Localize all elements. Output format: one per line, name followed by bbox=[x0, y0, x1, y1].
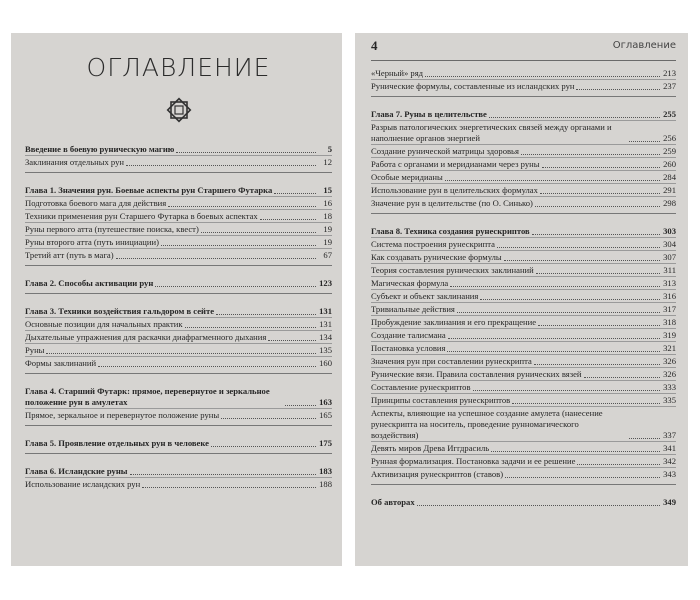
entry-page-number: 134 bbox=[319, 331, 332, 342]
entry-title: Руны bbox=[25, 344, 45, 355]
entry-title: Тривиальные действия bbox=[371, 303, 455, 314]
dot-leader bbox=[521, 154, 660, 155]
dot-leader bbox=[450, 286, 660, 287]
entry-title: Разрыв патологических энергетических связей между органами и наполнение органов энергией bbox=[371, 121, 612, 143]
dot-leader bbox=[448, 338, 660, 339]
entry-page-number: 316 bbox=[663, 290, 676, 301]
entry-title: Магическая формула bbox=[371, 277, 449, 288]
dot-leader bbox=[534, 364, 660, 365]
toc-entry bbox=[371, 303, 676, 316]
dot-leader bbox=[285, 405, 316, 406]
entry-page-number: 319 bbox=[663, 329, 676, 340]
toc-entry bbox=[371, 277, 676, 290]
toc-entry bbox=[371, 342, 676, 355]
entry-page-number: 175 bbox=[319, 437, 332, 448]
toc-chapter-entry bbox=[25, 143, 332, 156]
entry-page-number: 131 bbox=[319, 318, 332, 329]
entry-page-number: 213 bbox=[663, 67, 676, 78]
entry-page-number: 313 bbox=[663, 277, 676, 288]
dot-leader bbox=[457, 312, 660, 313]
dot-leader bbox=[168, 206, 316, 207]
toc-section bbox=[25, 385, 332, 426]
dot-leader bbox=[535, 206, 660, 207]
entry-title: Составление рунескриптов bbox=[371, 381, 471, 392]
dot-leader bbox=[260, 219, 316, 220]
entry-page-number: 298 bbox=[663, 197, 676, 208]
entry-title: Рунная формализация. Постановка задачи и ее решение bbox=[371, 455, 576, 466]
toc-list-right bbox=[371, 67, 676, 512]
entry-page-number: 342 bbox=[663, 455, 676, 466]
toc-entry bbox=[371, 455, 676, 468]
entry-title: Система построения рунескрипта bbox=[371, 238, 495, 249]
entry-title: Значение рун в целительстве (по О. Синько) bbox=[371, 197, 533, 208]
entry-title: Заклинания отдельных рун bbox=[25, 156, 125, 167]
dot-leader bbox=[629, 438, 660, 439]
entry-page-number: 318 bbox=[663, 316, 676, 327]
toc-list-left bbox=[25, 143, 332, 494]
dot-leader bbox=[497, 247, 660, 248]
entry-page-number: 303 bbox=[663, 225, 676, 236]
entry-title: Использование исландских рун bbox=[25, 478, 141, 489]
entry-title: Руны первого атта (путешествие поиска, квест) bbox=[25, 223, 199, 234]
entry-title: Подготовка боевого мага для действия bbox=[25, 197, 167, 208]
toc-section bbox=[25, 184, 332, 266]
toc-section bbox=[25, 465, 332, 494]
dot-leader bbox=[512, 403, 660, 404]
page-title: ОГЛАВЛЕНИЕ bbox=[86, 53, 271, 82]
entry-page-number: 291 bbox=[663, 184, 676, 195]
dot-leader bbox=[540, 193, 660, 194]
toc-entry bbox=[371, 394, 676, 407]
toc-chapter-entry bbox=[25, 385, 332, 409]
toc-entry bbox=[25, 236, 332, 249]
entry-page-number: 19 bbox=[323, 236, 332, 247]
dot-leader bbox=[542, 167, 661, 168]
dot-leader bbox=[473, 390, 660, 391]
knot-ornament-icon bbox=[164, 95, 194, 125]
dot-leader bbox=[417, 505, 660, 506]
toc-entry bbox=[371, 184, 676, 197]
entry-page-number: 259 bbox=[663, 145, 676, 156]
dot-leader bbox=[161, 245, 316, 246]
entry-page-number: 333 bbox=[663, 381, 676, 392]
toc-entry bbox=[25, 249, 332, 261]
entry-title: Глава 3. Техники воздействия гальдором в сейте bbox=[25, 305, 215, 316]
entry-title: Пробуждение заклинания и его прекращение bbox=[371, 316, 537, 327]
entry-title: Рунические формулы, составленные из исландских рун bbox=[371, 80, 575, 91]
entry-title: Девять миров Древа Иггдрасиль bbox=[371, 442, 490, 453]
toc-entry bbox=[25, 210, 332, 223]
entry-title: Глава 4. Старший Футарк: прямое, перевернутое и зеркальное положение рун в амулетах bbox=[25, 385, 270, 407]
entry-page-number: 255 bbox=[663, 108, 676, 119]
toc-chapter-entry bbox=[25, 437, 332, 449]
dot-leader bbox=[126, 165, 316, 166]
entry-page-number: 307 bbox=[663, 251, 676, 262]
dot-leader bbox=[489, 117, 660, 118]
entry-page-number: 343 bbox=[663, 468, 676, 479]
entry-title: Постановка условия bbox=[371, 342, 446, 353]
dot-leader bbox=[491, 451, 660, 452]
entry-title: Глава 7. Руны в целительстве bbox=[371, 108, 487, 119]
dot-leader bbox=[142, 487, 316, 488]
toc-entry bbox=[25, 223, 332, 236]
entry-title: Аспекты, влияющие на успешное создание амулета (нанесение рунескрипта на носитель, проведение рунномагического воздействия) bbox=[371, 407, 603, 440]
toc-entry bbox=[371, 67, 676, 80]
dot-leader bbox=[447, 351, 660, 352]
entry-page-number: 349 bbox=[663, 496, 676, 507]
toc-entry bbox=[371, 468, 676, 480]
entry-page-number: 335 bbox=[663, 394, 676, 405]
entry-page-number: 12 bbox=[323, 156, 332, 167]
entry-page-number: 304 bbox=[663, 238, 676, 249]
entry-title: Особые меридианы bbox=[371, 171, 443, 182]
toc-entry bbox=[371, 158, 676, 171]
entry-title: Субъект и объект заклинания bbox=[371, 290, 479, 301]
entry-page-number: 135 bbox=[319, 344, 332, 355]
dot-leader bbox=[584, 377, 660, 378]
dot-leader bbox=[116, 258, 316, 259]
toc-entry bbox=[25, 156, 332, 168]
dot-leader bbox=[445, 180, 660, 181]
entry-page-number: 15 bbox=[323, 184, 332, 195]
toc-section bbox=[25, 305, 332, 374]
entry-title: Теория составления рунических заклинаний bbox=[371, 264, 534, 275]
toc-entry bbox=[371, 381, 676, 394]
entry-page-number: 183 bbox=[319, 465, 332, 476]
toc-entry bbox=[371, 251, 676, 264]
toc-entry bbox=[25, 357, 332, 369]
toc-section bbox=[371, 225, 676, 485]
running-head bbox=[371, 38, 676, 61]
toc-entry bbox=[371, 407, 676, 442]
dot-leader bbox=[577, 464, 660, 465]
dot-leader bbox=[211, 446, 316, 447]
entry-page-number: 341 bbox=[663, 442, 676, 453]
page-number: 4 bbox=[371, 38, 378, 53]
toc-entry bbox=[371, 145, 676, 158]
entry-page-number: 256 bbox=[663, 132, 676, 143]
entry-page-number: 237 bbox=[663, 80, 676, 91]
entry-title: Создание талисмана bbox=[371, 329, 446, 340]
toc-entry bbox=[25, 318, 332, 331]
entry-title: Прямое, зеркальное и перевернутое положение руны bbox=[25, 409, 220, 420]
toc-section bbox=[371, 67, 676, 97]
toc-entry bbox=[371, 442, 676, 455]
entry-page-number: 131 bbox=[319, 305, 332, 316]
entry-page-number: 311 bbox=[663, 264, 676, 275]
entry-page-number: 326 bbox=[663, 368, 676, 379]
toc-entry bbox=[371, 329, 676, 342]
entry-title: Принципы составления рунескриптов bbox=[371, 394, 511, 405]
entry-page-number: 16 bbox=[323, 197, 332, 208]
toc-chapter-entry bbox=[371, 225, 676, 238]
dot-leader bbox=[504, 260, 660, 261]
dot-leader bbox=[480, 299, 660, 300]
entry-page-number: 163 bbox=[319, 396, 332, 407]
entry-page-number: 284 bbox=[663, 171, 676, 182]
entry-page-number: 188 bbox=[319, 478, 332, 489]
dot-leader bbox=[629, 141, 660, 142]
dot-leader bbox=[536, 273, 660, 274]
dot-leader bbox=[505, 477, 660, 478]
entry-title: Об авторах bbox=[371, 496, 415, 507]
toc-chapter-entry bbox=[25, 277, 332, 289]
entry-title: Дыхательные упражнения для раскачки диафрагменного дыхания bbox=[25, 331, 267, 342]
entry-page-number: 260 bbox=[663, 158, 676, 169]
dot-leader bbox=[538, 325, 660, 326]
dot-leader bbox=[155, 286, 316, 287]
entry-title: Активизация рунескриптов (ставов) bbox=[371, 468, 504, 479]
dot-leader bbox=[576, 89, 660, 90]
entry-title: Глава 1. Значения рун. Боевые аспекты рун Старшего Футарка bbox=[25, 184, 273, 195]
right-page bbox=[355, 33, 688, 566]
toc-entry bbox=[25, 331, 332, 344]
entry-page-number: 5 bbox=[327, 143, 332, 154]
entry-title: Введение в боевую руническую магию bbox=[25, 143, 175, 154]
entry-title: Рунические вязи. Правила составления рунических вязей bbox=[371, 368, 582, 379]
toc-section bbox=[25, 143, 332, 173]
dot-leader bbox=[268, 340, 316, 341]
dot-leader bbox=[274, 193, 316, 194]
toc-entry bbox=[371, 355, 676, 368]
entry-title: Работа с органами и меридианами через руны bbox=[371, 158, 540, 169]
toc-entry bbox=[371, 197, 676, 209]
dot-leader bbox=[425, 76, 660, 77]
toc-section bbox=[25, 437, 332, 454]
toc-entry bbox=[371, 121, 676, 145]
toc-entry bbox=[25, 478, 332, 490]
entry-page-number: 67 bbox=[323, 249, 332, 260]
entry-title: «Черный» ряд bbox=[371, 67, 424, 78]
entry-page-number: 326 bbox=[663, 355, 676, 366]
toc-entry bbox=[371, 290, 676, 303]
toc-entry bbox=[371, 238, 676, 251]
entry-title: Глава 2. Способы активации рун bbox=[25, 277, 154, 288]
dot-leader bbox=[221, 418, 316, 419]
running-head-title: Оглавление bbox=[612, 40, 676, 51]
entry-title: Глава 5. Проявление отдельных рун в человеке bbox=[25, 437, 209, 448]
dot-leader bbox=[98, 366, 316, 367]
toc-section bbox=[25, 277, 332, 294]
dot-leader bbox=[46, 353, 316, 354]
toc-chapter-entry bbox=[25, 184, 332, 197]
entry-page-number: 321 bbox=[663, 342, 676, 353]
entry-page-number: 317 bbox=[663, 303, 676, 314]
toc-entry bbox=[371, 264, 676, 277]
toc-entry bbox=[25, 409, 332, 421]
toc-chapter-entry bbox=[371, 108, 676, 121]
toc-entry bbox=[25, 197, 332, 210]
toc-entry bbox=[371, 316, 676, 329]
entry-page-number: 19 bbox=[323, 223, 332, 234]
entry-title: Как создавать рунические формулы bbox=[371, 251, 502, 262]
toc-section bbox=[371, 496, 676, 512]
entry-title: Значения рун при составлении рунескрипта bbox=[371, 355, 532, 366]
dot-leader bbox=[185, 327, 316, 328]
toc-chapter-entry bbox=[25, 465, 332, 478]
entry-page-number: 165 bbox=[319, 409, 332, 420]
entry-title: Глава 8. Техника создания рунескриптов bbox=[371, 225, 530, 236]
entry-title: Техники применения рун Старшего Футарка в боевых аспектах bbox=[25, 210, 258, 221]
entry-page-number: 337 bbox=[663, 429, 676, 440]
entry-title: Руны второго атта (путь инициации) bbox=[25, 236, 159, 247]
entry-title: Третий атт (путь в мага) bbox=[25, 249, 114, 260]
dot-leader bbox=[130, 474, 316, 475]
toc-entry bbox=[371, 368, 676, 381]
entry-title: Основные позиции для начальных практик bbox=[25, 318, 183, 329]
entry-title: Формы заклинаний bbox=[25, 357, 97, 368]
toc-section bbox=[371, 108, 676, 214]
left-page bbox=[11, 33, 342, 566]
dot-leader bbox=[532, 234, 660, 235]
toc-entry bbox=[25, 344, 332, 357]
entry-page-number: 160 bbox=[319, 357, 332, 368]
toc-chapter-entry bbox=[371, 496, 676, 508]
entry-page-number: 123 bbox=[319, 277, 332, 288]
dot-leader bbox=[176, 152, 316, 153]
entry-title: Создание рунической матрицы здоровья bbox=[371, 145, 519, 156]
toc-chapter-entry bbox=[25, 305, 332, 318]
dot-leader bbox=[216, 314, 316, 315]
toc-entry bbox=[371, 171, 676, 184]
entry-title: Использование рун в целительских формулах bbox=[371, 184, 538, 195]
toc-entry bbox=[371, 80, 676, 92]
entry-title: Глава 6. Исландские руны bbox=[25, 465, 128, 476]
entry-page-number: 18 bbox=[323, 210, 332, 221]
dot-leader bbox=[201, 232, 316, 233]
